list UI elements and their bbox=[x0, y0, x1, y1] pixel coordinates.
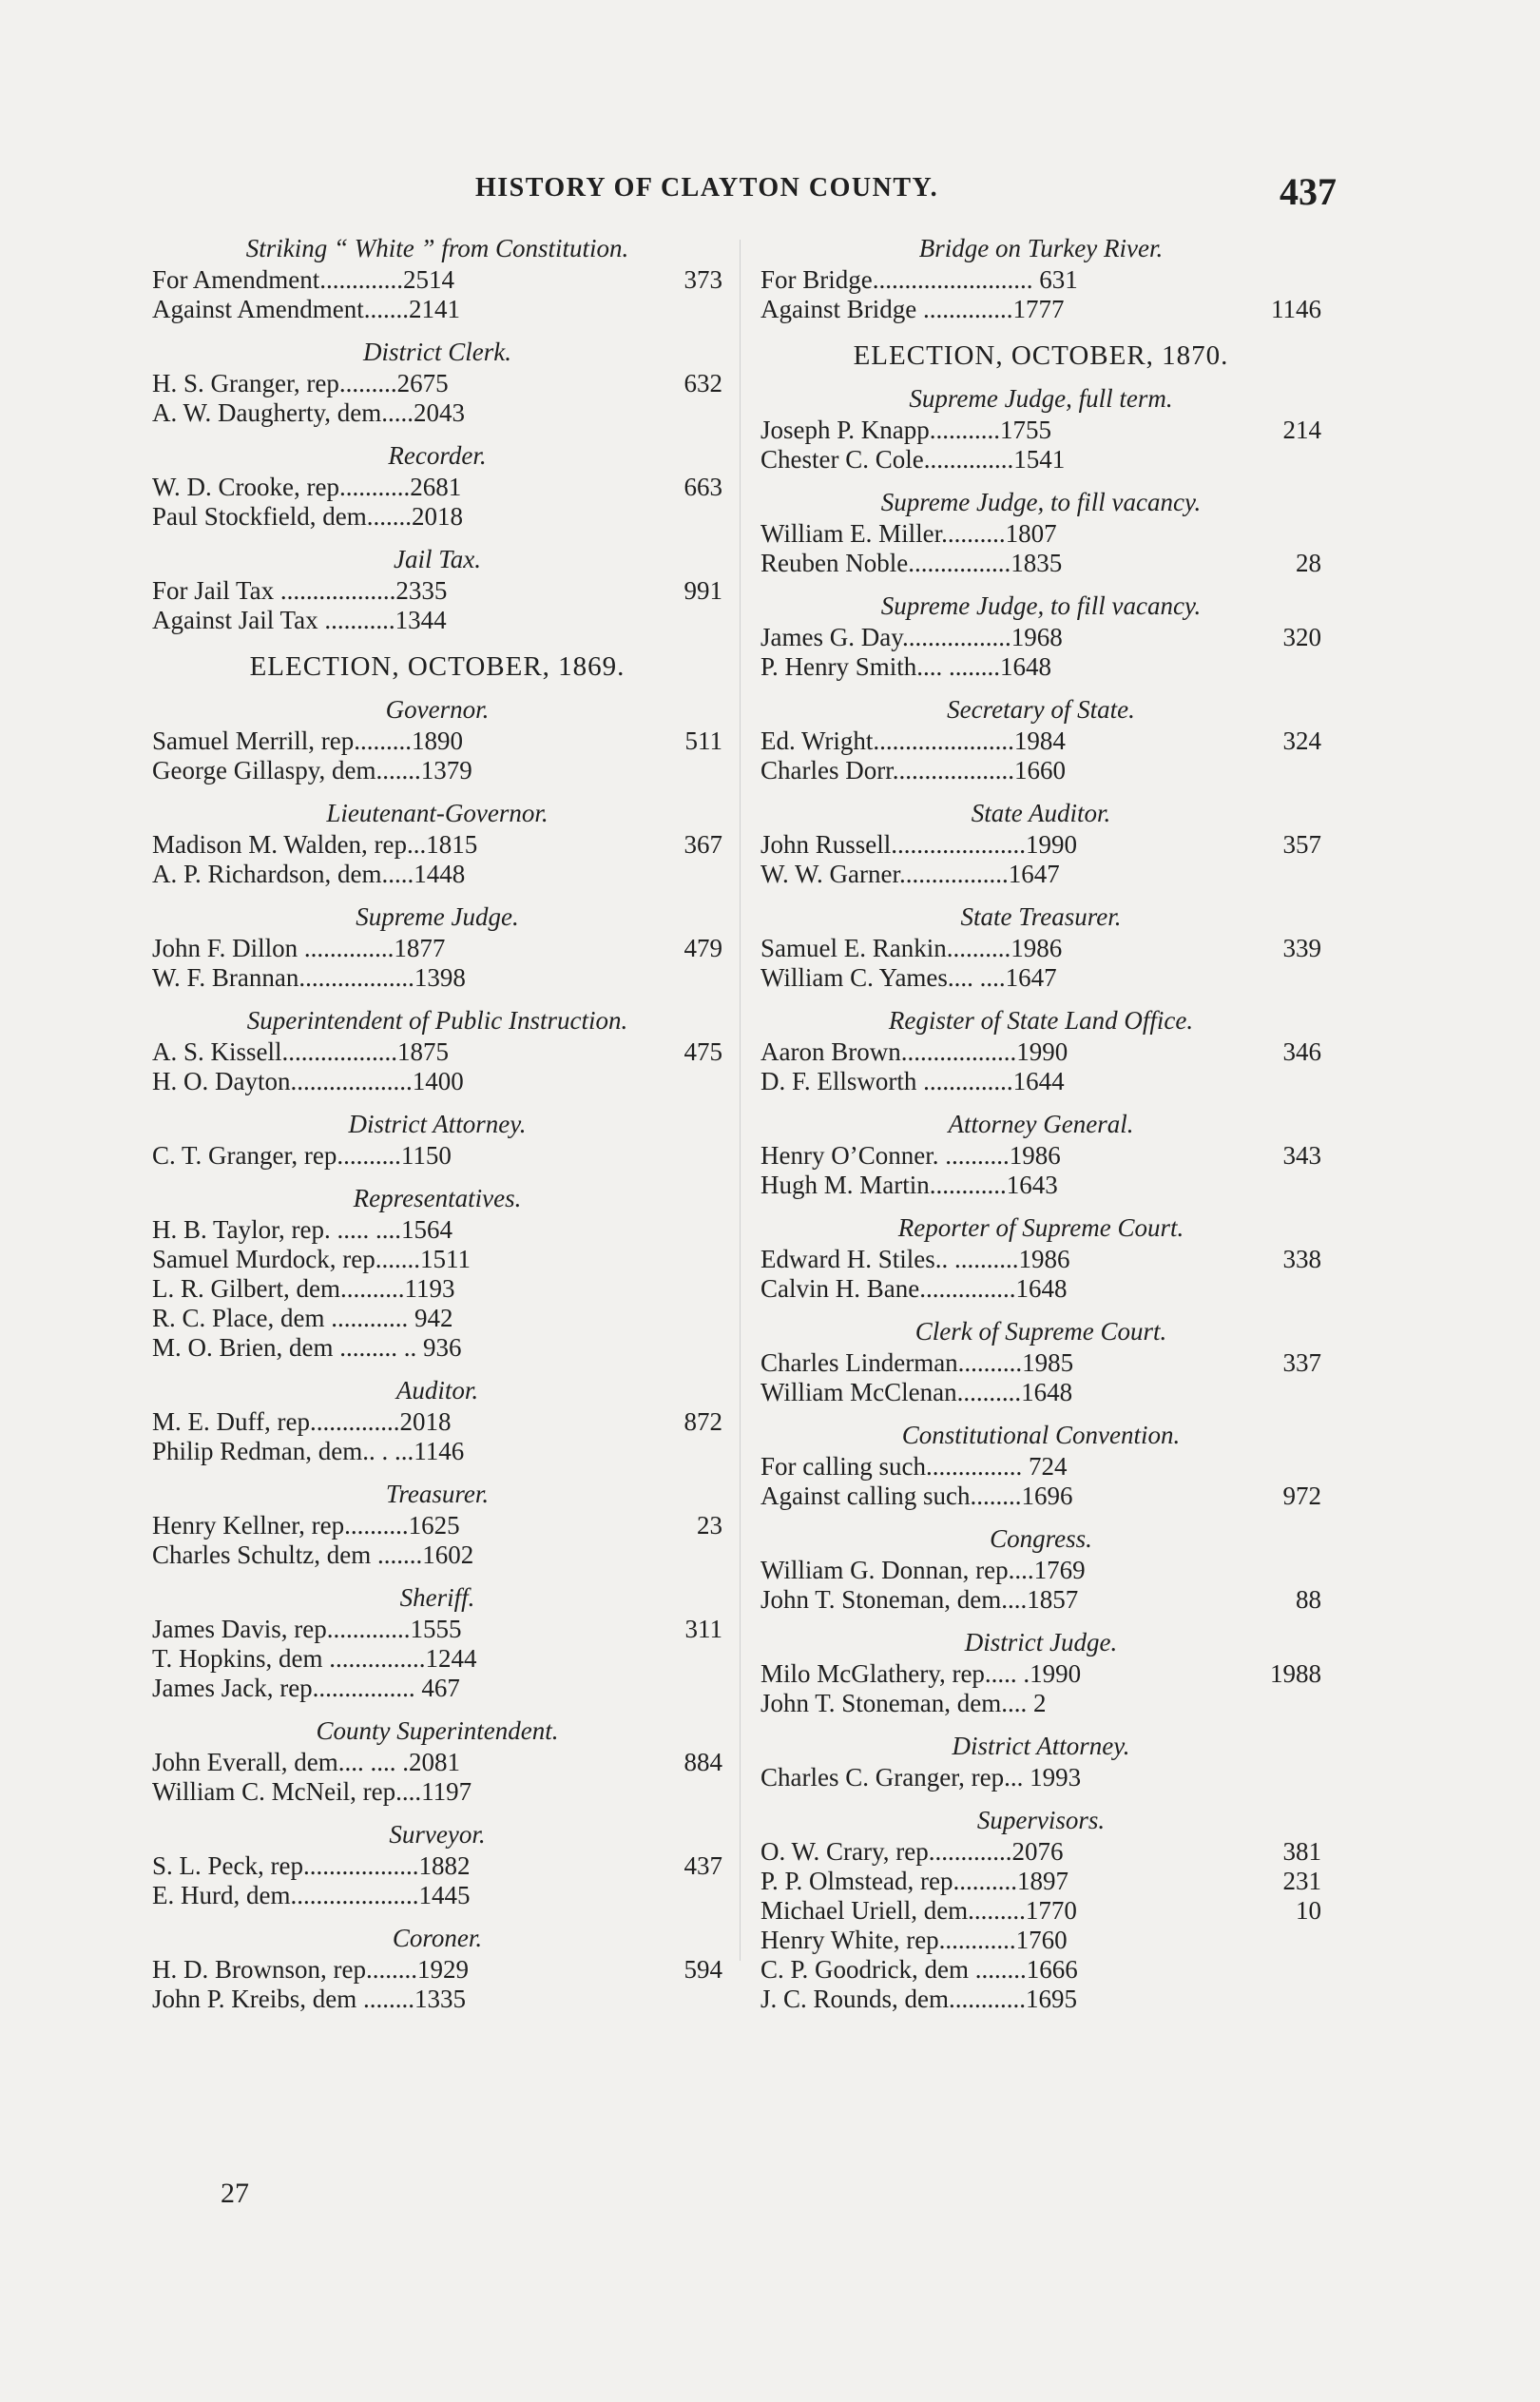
vote-row bbox=[760, 519, 1321, 549]
majority: 632 bbox=[683, 369, 722, 397]
office-heading: State Auditor. bbox=[971, 799, 1111, 827]
office-heading: Sheriff. bbox=[399, 1583, 475, 1612]
left-column bbox=[152, 234, 722, 2014]
candidate-votes: John T. Stoneman, dem.... 2 bbox=[760, 1689, 1047, 1717]
vote-row bbox=[760, 934, 1321, 963]
candidate-votes: H. S. Granger, rep.........2675 bbox=[152, 369, 449, 397]
candidate-votes: W. F. Brannan..................1398 bbox=[152, 963, 466, 992]
vote-row bbox=[760, 1452, 1321, 1482]
office-heading: Supreme Judge. bbox=[356, 902, 519, 931]
office-heading: County Superintendent. bbox=[316, 1716, 559, 1745]
vote-row bbox=[152, 369, 722, 398]
majority: 10 bbox=[1296, 1896, 1321, 1925]
candidate-votes: For calling such............... 724 bbox=[760, 1452, 1068, 1481]
majority: 972 bbox=[1282, 1482, 1321, 1510]
majority: 23 bbox=[697, 1511, 722, 1540]
running-head: HISTORY OF CLAYTON COUNTY. bbox=[475, 173, 939, 203]
vote-row bbox=[760, 1482, 1321, 1511]
candidate-votes: Charles Linderman..........1985 bbox=[760, 1348, 1074, 1377]
results-section bbox=[152, 1924, 722, 2014]
majority: 1988 bbox=[1270, 1659, 1321, 1688]
office-heading: State Treasurer. bbox=[960, 902, 1122, 931]
results-section bbox=[152, 1716, 722, 1807]
candidate-votes: For Bridge......................... 631 bbox=[760, 265, 1078, 294]
results-section bbox=[152, 652, 722, 682]
vote-row bbox=[760, 963, 1321, 993]
results-section bbox=[152, 338, 722, 428]
office-heading: Supreme Judge, to fill vacancy. bbox=[880, 488, 1202, 516]
office-heading: Striking “ White ” from Constitution. bbox=[245, 234, 629, 262]
candidate-votes: Philip Redman, dem.. . ...1146 bbox=[152, 1437, 465, 1465]
vote-row bbox=[760, 1348, 1321, 1378]
candidate-votes: William G. Donnan, rep....1769 bbox=[760, 1556, 1086, 1584]
results-section bbox=[760, 1006, 1321, 1096]
candidate-votes: A. W. Daugherty, dem.....2043 bbox=[152, 398, 465, 427]
candidate-votes: Reuben Noble................1835 bbox=[760, 549, 1063, 577]
candidate-votes: George Gillaspy, dem.......1379 bbox=[152, 756, 472, 785]
office-heading: Attorney General. bbox=[948, 1110, 1134, 1138]
majority: 437 bbox=[683, 1851, 722, 1880]
results-section bbox=[760, 341, 1321, 371]
vote-row bbox=[760, 1955, 1321, 1985]
office-heading: Lieutenant-Governor. bbox=[326, 799, 549, 827]
majority: 339 bbox=[1282, 934, 1321, 962]
office-heading: Treasurer. bbox=[385, 1480, 490, 1508]
vote-row bbox=[760, 416, 1321, 445]
candidate-votes: For Jail Tax ..................2335 bbox=[152, 576, 448, 605]
vote-row bbox=[152, 1615, 722, 1644]
results-section bbox=[152, 1184, 722, 1363]
vote-row bbox=[760, 830, 1321, 860]
office-heading: Secretary of State. bbox=[947, 695, 1135, 724]
results-section bbox=[760, 902, 1321, 993]
results-section bbox=[760, 234, 1321, 324]
candidate-votes: Henry White, rep............1760 bbox=[760, 1926, 1068, 1954]
results-section bbox=[152, 234, 722, 324]
vote-row bbox=[152, 576, 722, 606]
majority: 343 bbox=[1282, 1141, 1321, 1170]
vote-row bbox=[152, 295, 722, 324]
majority: 367 bbox=[683, 830, 722, 859]
office-heading: District Attorney. bbox=[952, 1732, 1130, 1760]
election-heading: ELECTION, OCTOBER, 1870. bbox=[853, 340, 1229, 371]
candidate-votes: Charles Schultz, dem .......1602 bbox=[152, 1540, 474, 1569]
vote-row bbox=[152, 1407, 722, 1437]
candidate-votes: H. D. Brownson, rep........1929 bbox=[152, 1955, 469, 1984]
results-section bbox=[152, 441, 722, 532]
results-section bbox=[760, 488, 1321, 578]
candidate-votes: John Everall, dem.... .... .2081 bbox=[152, 1748, 460, 1776]
majority: 991 bbox=[683, 576, 722, 605]
candidate-votes: C. T. Granger, rep..........1150 bbox=[152, 1141, 452, 1170]
vote-row bbox=[760, 623, 1321, 652]
office-heading: Jail Tax. bbox=[393, 545, 481, 573]
candidate-votes: Michael Uriell, dem.........1770 bbox=[760, 1896, 1077, 1925]
candidate-votes: John Russell.....................1990 bbox=[760, 830, 1078, 859]
candidate-votes: Henry O’Conner. ..........1986 bbox=[760, 1141, 1061, 1170]
candidate-votes: Edward H. Stiles.. ..........1986 bbox=[760, 1245, 1070, 1273]
results-section bbox=[152, 545, 722, 635]
majority: 872 bbox=[683, 1407, 722, 1436]
vote-row bbox=[152, 1777, 722, 1807]
signature-mark: 27 bbox=[221, 2178, 249, 2209]
office-heading: Recorder. bbox=[388, 441, 487, 470]
vote-row bbox=[152, 1748, 722, 1777]
vote-row bbox=[152, 963, 722, 993]
majority: 214 bbox=[1282, 416, 1321, 444]
vote-row bbox=[152, 1037, 722, 1067]
vote-row bbox=[152, 398, 722, 428]
office-heading: District Attorney. bbox=[348, 1110, 527, 1138]
vote-row bbox=[152, 1644, 722, 1674]
candidate-votes: John T. Stoneman, dem....1857 bbox=[760, 1585, 1079, 1614]
candidate-votes: E. Hurd, dem....................1445 bbox=[152, 1881, 471, 1909]
results-section bbox=[152, 1820, 722, 1910]
vote-row bbox=[152, 473, 722, 502]
vote-row bbox=[152, 1881, 722, 1910]
candidate-votes: John F. Dillon ..............1877 bbox=[152, 934, 446, 962]
election-heading: ELECTION, OCTOBER, 1869. bbox=[249, 651, 626, 682]
vote-row bbox=[760, 1659, 1321, 1689]
majority: 346 bbox=[1282, 1037, 1321, 1066]
office-heading: Register of State Land Office. bbox=[888, 1006, 1194, 1035]
office-heading: Congress. bbox=[990, 1524, 1092, 1553]
majority: 663 bbox=[683, 473, 722, 501]
vote-row bbox=[760, 726, 1321, 756]
office-heading: Superintendent of Public Instruction. bbox=[246, 1006, 628, 1035]
office-heading: Representatives. bbox=[353, 1184, 522, 1212]
vote-row bbox=[152, 1851, 722, 1881]
majority: 88 bbox=[1296, 1585, 1321, 1614]
candidate-votes: Calvin H. Bane...............1648 bbox=[760, 1274, 1068, 1303]
vote-row bbox=[760, 860, 1321, 889]
candidate-votes: William McClenan..........1648 bbox=[760, 1378, 1073, 1406]
candidate-votes: P. Henry Smith.... ........1648 bbox=[760, 652, 1052, 681]
candidate-votes: Henry Kellner, rep..........1625 bbox=[152, 1511, 460, 1540]
vote-row bbox=[152, 860, 722, 889]
candidate-votes: James G. Day.................1968 bbox=[760, 623, 1063, 651]
candidate-votes: Samuel E. Rankin..........1986 bbox=[760, 934, 1063, 962]
office-heading: District Judge. bbox=[964, 1628, 1118, 1656]
results-section bbox=[760, 591, 1321, 682]
vote-row bbox=[152, 1304, 722, 1333]
majority: 357 bbox=[1282, 830, 1321, 859]
candidate-votes: Ed. Wright......................1984 bbox=[760, 726, 1066, 755]
majority: 373 bbox=[683, 265, 722, 294]
majority: 338 bbox=[1282, 1245, 1321, 1273]
vote-row bbox=[760, 1585, 1321, 1615]
majority: 311 bbox=[684, 1615, 722, 1643]
vote-row bbox=[152, 1333, 722, 1363]
results-section bbox=[152, 1480, 722, 1570]
results-section bbox=[760, 1213, 1321, 1304]
office-heading: Supreme Judge, full term. bbox=[909, 384, 1173, 413]
results-section bbox=[760, 1524, 1321, 1615]
candidate-votes: William C. Yames.... ....1647 bbox=[760, 963, 1057, 992]
majority: 511 bbox=[684, 726, 722, 755]
results-section bbox=[152, 902, 722, 993]
office-heading: District Clerk. bbox=[363, 338, 511, 366]
vote-row bbox=[760, 295, 1321, 324]
results-section bbox=[760, 1806, 1321, 2014]
vote-row bbox=[760, 1274, 1321, 1304]
candidate-votes: A. S. Kissell..................1875 bbox=[152, 1037, 450, 1066]
vote-row bbox=[760, 1926, 1321, 1955]
page-header bbox=[475, 170, 1350, 213]
vote-row bbox=[152, 1067, 722, 1096]
majority: 324 bbox=[1282, 726, 1321, 755]
vote-row bbox=[760, 1896, 1321, 1926]
candidate-votes: W. D. Crooke, rep...........2681 bbox=[152, 473, 462, 501]
vote-row bbox=[760, 445, 1321, 475]
majority: 479 bbox=[683, 934, 722, 962]
vote-row bbox=[760, 1867, 1321, 1896]
majority: 475 bbox=[683, 1037, 722, 1066]
vote-row bbox=[152, 1141, 722, 1171]
vote-row bbox=[152, 265, 722, 295]
majority: 884 bbox=[683, 1748, 722, 1776]
vote-row bbox=[760, 1985, 1321, 2014]
results-section bbox=[760, 1732, 1321, 1792]
right-column bbox=[760, 234, 1321, 2014]
majority: 1146 bbox=[1271, 295, 1321, 323]
candidate-votes: J. C. Rounds, dem............1695 bbox=[760, 1985, 1078, 2013]
candidate-votes: W. W. Garner.................1647 bbox=[760, 860, 1060, 888]
vote-row bbox=[152, 606, 722, 635]
office-heading: Coroner. bbox=[392, 1924, 483, 1952]
candidate-votes: William C. McNeil, rep....1197 bbox=[152, 1777, 472, 1806]
candidate-votes: Aaron Brown..................1990 bbox=[760, 1037, 1068, 1066]
candidate-votes: H. B. Taylor, rep. ..... ....1564 bbox=[152, 1215, 452, 1244]
majority: 231 bbox=[1282, 1867, 1321, 1895]
candidate-votes: Madison M. Walden, rep...1815 bbox=[152, 830, 478, 859]
candidate-votes: H. O. Dayton...................1400 bbox=[152, 1067, 464, 1095]
candidate-votes: Paul Stockfield, dem.......2018 bbox=[152, 502, 463, 531]
office-heading: Reporter of Supreme Court. bbox=[897, 1213, 1184, 1242]
results-section bbox=[152, 1376, 722, 1466]
vote-row bbox=[760, 1037, 1321, 1067]
results-section bbox=[760, 799, 1321, 889]
vote-row bbox=[760, 1689, 1321, 1718]
vote-row bbox=[760, 1556, 1321, 1585]
vote-row bbox=[760, 1245, 1321, 1274]
vote-row bbox=[760, 1171, 1321, 1200]
office-heading: Clerk of Supreme Court. bbox=[914, 1317, 1167, 1346]
vote-row bbox=[152, 1985, 722, 2014]
majority: 320 bbox=[1282, 623, 1321, 651]
results-section bbox=[760, 1421, 1321, 1511]
candidate-votes: C. P. Goodrick, dem ........1666 bbox=[760, 1955, 1078, 1984]
candidate-votes: L. R. Gilbert, dem..........1193 bbox=[152, 1274, 455, 1303]
vote-row bbox=[760, 1378, 1321, 1407]
vote-row bbox=[760, 549, 1321, 578]
vote-row bbox=[152, 1245, 722, 1274]
candidate-votes: Against Jail Tax ...........1344 bbox=[152, 606, 447, 634]
vote-row bbox=[760, 1067, 1321, 1096]
office-heading: Auditor. bbox=[395, 1376, 479, 1404]
candidate-votes: M. E. Duff, rep..............2018 bbox=[152, 1407, 452, 1436]
candidate-votes: Milo McGlathery, rep..... .1990 bbox=[760, 1659, 1082, 1688]
results-section bbox=[760, 695, 1321, 785]
candidate-votes: Joseph P. Knapp...........1755 bbox=[760, 416, 1052, 444]
vote-row bbox=[152, 1674, 722, 1703]
vote-row bbox=[760, 1763, 1321, 1792]
vote-row bbox=[760, 652, 1321, 682]
candidate-votes: For Amendment.............2514 bbox=[152, 265, 454, 294]
vote-row bbox=[152, 726, 722, 756]
candidate-votes: James Jack, rep................ 467 bbox=[152, 1674, 460, 1702]
vote-row bbox=[152, 502, 722, 532]
office-heading: Governor. bbox=[385, 695, 490, 724]
vote-row bbox=[152, 1437, 722, 1466]
candidate-votes: M. O. Brien, dem ......... .. 936 bbox=[152, 1333, 462, 1362]
candidate-votes: R. C. Place, dem ............ 942 bbox=[152, 1304, 453, 1332]
candidate-votes: Samuel Murdock, rep.......1511 bbox=[152, 1245, 471, 1273]
vote-row bbox=[152, 756, 722, 785]
vote-row bbox=[760, 1141, 1321, 1171]
results-section bbox=[152, 1110, 722, 1171]
vote-row bbox=[760, 265, 1321, 295]
vote-row bbox=[152, 830, 722, 860]
candidate-votes: T. Hopkins, dem ...............1244 bbox=[152, 1644, 477, 1673]
majority: 28 bbox=[1296, 549, 1321, 577]
vote-row bbox=[152, 1274, 722, 1304]
candidate-votes: S. L. Peck, rep..................1882 bbox=[152, 1851, 471, 1880]
candidate-votes: Charles C. Granger, rep... 1993 bbox=[760, 1763, 1082, 1792]
majority: 594 bbox=[683, 1955, 722, 1984]
candidate-votes: Against calling such........1696 bbox=[760, 1482, 1073, 1510]
candidate-votes: A. P. Richardson, dem.....1448 bbox=[152, 860, 466, 888]
candidate-votes: Against Amendment.......2141 bbox=[152, 295, 460, 323]
vote-row bbox=[760, 756, 1321, 785]
office-heading: Constitutional Convention. bbox=[901, 1421, 1181, 1449]
results-section bbox=[760, 384, 1321, 475]
results-section bbox=[760, 1317, 1321, 1407]
office-heading: Surveyor. bbox=[389, 1820, 486, 1849]
candidate-votes: Chester C. Cole..............1541 bbox=[760, 445, 1066, 474]
vote-row bbox=[152, 1511, 722, 1540]
results-section bbox=[152, 799, 722, 889]
candidate-votes: P. P. Olmstead, rep..........1897 bbox=[760, 1867, 1068, 1895]
majority: 381 bbox=[1282, 1837, 1321, 1866]
vote-row bbox=[152, 934, 722, 963]
candidate-votes: D. F. Ellsworth ..............1644 bbox=[760, 1067, 1065, 1095]
office-heading: Supreme Judge, to fill vacancy. bbox=[880, 591, 1202, 620]
results-section bbox=[760, 1110, 1321, 1200]
majority: 337 bbox=[1282, 1348, 1321, 1377]
candidate-votes: Charles Dorr...................1660 bbox=[760, 756, 1066, 785]
vote-row bbox=[152, 1215, 722, 1245]
candidate-votes: Hugh M. Martin............1643 bbox=[760, 1171, 1058, 1199]
candidate-votes: John P. Kreibs, dem ........1335 bbox=[152, 1985, 466, 2013]
candidate-votes: James Davis, rep.............1555 bbox=[152, 1615, 462, 1643]
candidate-votes: Samuel Merrill, rep.........1890 bbox=[152, 726, 463, 755]
vote-row bbox=[152, 1540, 722, 1570]
vote-row bbox=[760, 1837, 1321, 1867]
vote-row bbox=[152, 1955, 722, 1985]
results-section bbox=[152, 695, 722, 785]
candidate-votes: William E. Miller..........1807 bbox=[760, 519, 1057, 548]
column-divider bbox=[740, 240, 741, 1961]
office-heading: Bridge on Turkey River. bbox=[918, 234, 1164, 262]
office-heading: Supervisors. bbox=[976, 1806, 1106, 1834]
results-section bbox=[760, 1628, 1321, 1718]
page-number: 437 bbox=[1280, 170, 1337, 213]
results-section bbox=[152, 1583, 722, 1703]
candidate-votes: O. W. Crary, rep.............2076 bbox=[760, 1837, 1064, 1866]
results-section bbox=[152, 1006, 722, 1096]
candidate-votes: Against Bridge ..............1777 bbox=[760, 295, 1065, 323]
